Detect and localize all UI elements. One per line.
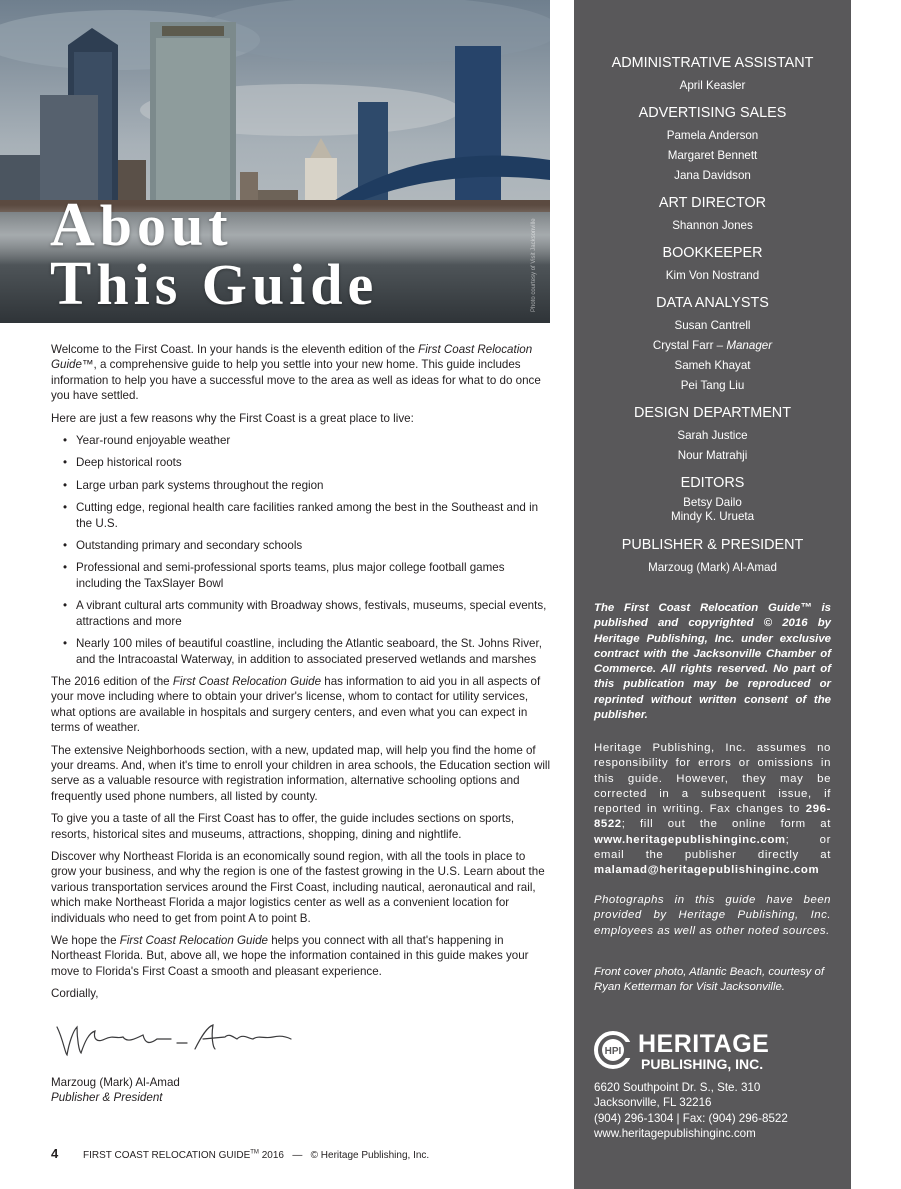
signer-name: Marzoug (Mark) Al-Amad — [51, 1075, 180, 1089]
publisher-website[interactable]: www.heritagepublishinginc.com — [594, 1127, 756, 1141]
logo-mark-text: HPI — [604, 1046, 622, 1057]
email-link[interactable]: malamad@heritagepublishinginc.com — [594, 864, 820, 877]
staff-name: April Keasler — [679, 79, 746, 92]
edition-paragraph: The 2016 edition of the First Coast Relocation Guide has information to aid you in all aspects of your move including where to obtain your driver's license, whom to contact for utility services, what options are available in hospitals and surgery centers, and even what you can expect in terms of weather. — [51, 674, 541, 735]
staff-name: Kim Von Nostrand — [665, 269, 760, 282]
staff-name: Jana Davidson — [674, 169, 751, 182]
staff-section-admin — [574, 55, 851, 96]
guide-name: FIRST COAST RELOCATION GUIDE — [83, 1150, 251, 1161]
staff-sidebar — [574, 0, 851, 1189]
copyright-notice: The First Coast Relocation Guide™ is published and copyrighted © 2016 by Heritage Publishing, Inc. under exclusive contract with the Jacksonville Chamber of Commerce. All rights reserved. No part of this publication may be reproduced or reprinted without written consent of the publisher. — [594, 602, 831, 722]
closing-paragraph: We hope the First Coast Relocation Guide helps you connect with all that's happening in Northeast Florida. But, above all, we hope the information contained in this guide makes your move to Florida's First Coast a smooth and pleasant experience. — [51, 934, 529, 978]
trademark-mark: TM — [250, 1149, 259, 1156]
logo-name: HERITAGE — [638, 1030, 770, 1058]
list-item: • Nearly 100 miles of beautiful coastline, including the Atlantic seaboard, the St. Johns River, and the Intracoastal Waterway, in addition to associated preserved wetlands and marshes — [51, 636, 551, 667]
footer-separator: — — [292, 1150, 303, 1161]
section-heading: EDITORS — [680, 475, 745, 491]
staff-name: Sarah Justice — [677, 429, 748, 442]
staff-name: Susan Cantrell — [674, 319, 751, 332]
section-heading: DESIGN DEPARTMENT — [634, 405, 791, 421]
staff-section-advertising — [574, 105, 851, 186]
section-heading: PUBLISHER & PRESIDENT — [621, 537, 804, 553]
logo-subname: PUBLISHING, INC. — [641, 1056, 764, 1072]
page-title — [50, 191, 379, 318]
body-copy — [51, 342, 551, 1105]
publisher-address — [594, 1080, 831, 1142]
staff-name: Mindy K. Urueta — [670, 510, 755, 523]
staff-list — [574, 55, 851, 587]
staff-name: Pamela Anderson — [666, 129, 759, 142]
guide-year: 2016 — [261, 1150, 284, 1161]
staff-name: Nour Matrahji — [677, 449, 748, 462]
heritage-publishing-logo — [594, 1031, 831, 1075]
fax-number: 296-8522 — [594, 803, 831, 831]
section-heading: ART DIRECTOR — [658, 195, 767, 211]
reasons-lead: Here are just a few reasons why the First Coast is a great place to live: — [51, 411, 414, 425]
staff-name: Margaret Bennett — [667, 149, 758, 162]
staff-name: Shannon Jones — [672, 219, 753, 232]
staff-section-art — [574, 195, 851, 236]
page-footer — [51, 1146, 429, 1161]
staff-section-data — [574, 295, 851, 396]
section-heading: DATA ANALYSTS — [656, 295, 769, 311]
reasons-list — [51, 433, 551, 667]
staff-section-design — [574, 405, 851, 466]
section-heading: ADVERTISING SALES — [638, 105, 787, 121]
list-item: • Year-round enjoyable weather — [51, 433, 551, 448]
address-line-1: 6620 Southpoint Dr. S., Ste. 310 — [594, 1081, 761, 1094]
page-number: 4 — [51, 1146, 59, 1161]
signer-title: Publisher & President — [51, 1091, 163, 1105]
list-item: • Large urban park systems throughout the region — [51, 478, 551, 493]
staff-role: – Manager — [713, 339, 773, 352]
address-line-2: Jacksonville, FL 32216 — [594, 1096, 712, 1110]
staff-section-publisher — [574, 537, 851, 578]
section-heading: ADMINISTRATIVE ASSISTANT — [611, 55, 814, 71]
staff-name: Pei Tang Liu — [680, 379, 745, 392]
intro-paragraph: Welcome to the First Coast. In your hands is the eleventh edition of the First Coast Relocation Guide™, a comprehensive guide to help you settle into your new home. This guide includes information to help you have a successful move to the area as well as ideas for what to do once you have settled. — [51, 343, 541, 403]
staff-section-editors — [574, 475, 851, 524]
neighborhoods-paragraph: The extensive Neighborhoods section, with a new, updated map, will help you find the home of your dreams. And, when it's time to enroll your children in area schools, the Education section will serve as a valuable resource with registration information, alternative schooling options and frequently used phone numbers, all listed by county. — [51, 743, 551, 803]
staff-name: Sameh Khayat — [674, 359, 751, 372]
footer-copyright: © Heritage Publishing, Inc. — [310, 1150, 430, 1161]
list-item: • Professional and semi-professional sports teams, plus major college football games including the TaxSlayer Bowl — [51, 560, 551, 591]
list-item: • Outstanding primary and secondary schools — [51, 538, 551, 553]
title-line-2: This Guide — [50, 250, 379, 318]
disclaimer: Heritage Publishing, Inc. assumes no responsibility for errors or omissions in this guide. However, they may be corrected in a subsequent issue, if reported in writing. Fax changes to 296-8522; fill out the online form at www.heritagepublishinginc.com; or email the publisher directly at malamad@heritagepublishinginc.com — [594, 742, 831, 877]
section-heading: BOOKKEEPER — [662, 245, 763, 261]
hero-photo — [0, 0, 550, 323]
title-line-1: About — [50, 191, 233, 259]
staff-section-bookkeeper — [574, 245, 851, 286]
closing-salutation: Cordially, — [51, 987, 99, 1001]
cover-photo-note: Front cover photo, Atlantic Beach, courtesy of Ryan Ketterman for Visit Jacksonville. — [594, 966, 825, 994]
photo-credit: Photo courtesy of Visit Jacksonville — [531, 218, 537, 312]
staff-name-with-role: Crystal Farr – Manager — [652, 339, 773, 352]
handwritten-signature — [53, 1009, 293, 1065]
staff-name: Marzoug (Mark) Al-Amad — [648, 561, 777, 574]
phone-fax: (904) 296-1304 | Fax: (904) 296-8522 — [594, 1111, 788, 1125]
list-item: • Deep historical roots — [51, 455, 551, 470]
list-item: • A vibrant cultural arts community with Broadway shows, festivals, museums, special events, attractions and more — [51, 598, 551, 629]
hpi-logo-icon — [594, 1031, 632, 1069]
website-link[interactable]: www.heritagepublishinginc.com — [594, 833, 786, 846]
photo-note: Photographs in this guide have been provided by Heritage Publishing, Inc. employees as well as other noted sources. — [594, 894, 831, 937]
sections-paragraph: To give you a taste of all the First Coast has to offer, the guide includes sections on sports, resorts, historical sites and museums, attractions, shopping, dining and nightlife. — [51, 812, 515, 841]
business-paragraph: Discover why Northeast Florida is an economically sound region, with all the tools in place to grow your business, and why the region is one of the fastest growing in the U.S. Learn about the various transportation services around the First Coast, including nautical, aeronautical and rail, which make Northeast Florida a major logistics center as well as a convenient location for individuals who need to get from point A to point B. — [51, 849, 545, 925]
list-item: • Cutting edge, regional health care facilities ranked among the best in the Southeast and in the U.S. — [51, 500, 551, 531]
staff-name: Betsy Dailo — [683, 496, 742, 509]
